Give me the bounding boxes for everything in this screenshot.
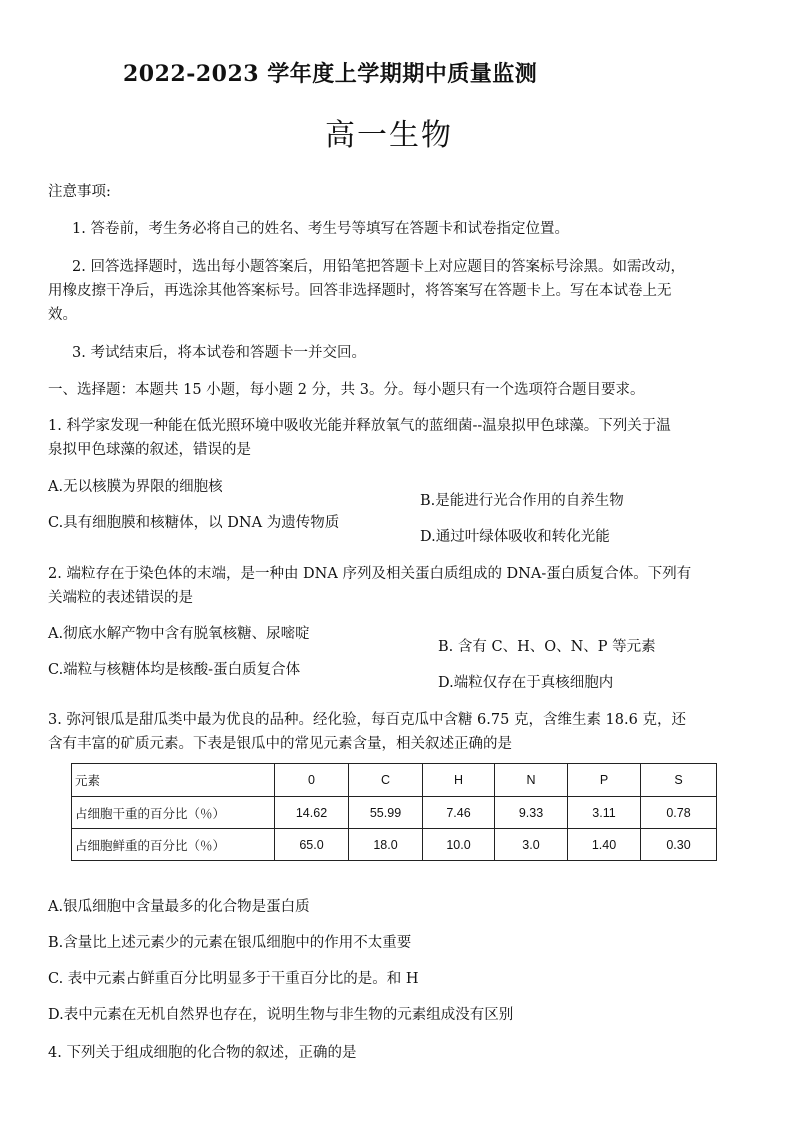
table-row-label: 占细胞干重的百分比（％） <box>72 797 275 829</box>
table-header-cell: S <box>641 764 717 797</box>
table-header-cell: C <box>349 764 423 797</box>
table-cell: 3.11 <box>568 797 641 829</box>
q1-stem-line-2: 泉拟甲色球藻的叙述，错误的是 <box>48 442 251 458</box>
table-cell: 55.99 <box>349 797 423 829</box>
element-content-table <box>71 763 717 861</box>
exam-title: 2022-2023 学年度上学期期中质量监测 <box>123 61 538 87</box>
q2-stem-line-2: 关端粒的表述错误的是 <box>48 590 193 606</box>
q3-option-c: C. 表中元素占鲜重百分比明显多于干重百分比的是。和 H <box>48 971 419 987</box>
notice-item-2-line-2: 用橡皮擦干净后，再选涂其他答案标号。回答非选择题时，将答案写在答题卡上。写在本试卷上无 <box>48 283 672 299</box>
table-cell: 14.62 <box>275 797 349 829</box>
q3-option-d: D.表中元素在无机自然界也存在，说明生物与非生物的元素组成没有区别 <box>48 1007 514 1023</box>
notice-item-3: 3. 考试结束后，将本试卷和答题卡一并交回。 <box>72 345 366 361</box>
table-header-cell: N <box>495 764 568 797</box>
table-header-row <box>72 764 717 797</box>
section-heading: 一、选择题：本题共 15 小题，每小题 2 分，共 3。分。每小题只有一个选项符合题目要求。 <box>48 382 645 398</box>
notice-item-2-line-3: 效。 <box>48 307 77 323</box>
q2-option-b: B. 含有 C、H、O、N、P 等元素 <box>438 639 656 655</box>
q3-stem-line-2: 含有丰富的矿质元素。下表是银瓜中的常见元素含量，相关叙述正确的是 <box>48 736 512 752</box>
subject-title: 高一生物 <box>325 119 453 152</box>
table-header-cell: P <box>568 764 641 797</box>
table-cell: 7.46 <box>423 797 495 829</box>
table-row <box>72 829 717 861</box>
table-cell: 65.0 <box>275 829 349 861</box>
q2-option-a: A.彻底水解产物中含有脱氧核糖、尿嘧啶 <box>48 626 310 642</box>
q3-option-b: B.含量比上述元素少的元素在银瓜细胞中的作用不太重要 <box>48 935 412 951</box>
table-cell: 9.33 <box>495 797 568 829</box>
table-row <box>72 797 717 829</box>
table-header-cell: 0 <box>275 764 349 797</box>
q2-stem-line-1: 2. 端粒存在于染色体的末端，是一种由 DNA 序列及相关蛋白质组成的 DNA-蛋白质复合体。下列有 <box>48 566 692 582</box>
table-cell: 18.0 <box>349 829 423 861</box>
notice-item-2-line-1: 2. 回答选择题时，选出每小题答案后，用铅笔把答题卡上对应题目的答案标号涂黑。如需改动， <box>72 259 685 275</box>
table-row-label: 占细胞鲜重的百分比（％） <box>72 829 275 861</box>
q1-option-a: A.无以核膜为界限的细胞核 <box>48 479 223 495</box>
table-cell: 3.0 <box>495 829 568 861</box>
q2-option-c: C.端粒与核糖体均是核酸-蛋白质复合体 <box>48 662 301 678</box>
q1-option-d: D.通过叶绿体吸收和转化光能 <box>420 529 610 545</box>
table-cell: 0.30 <box>641 829 717 861</box>
q2-option-d: D.端粒仅存在于真核细胞内 <box>438 675 614 691</box>
q3-option-a: A.银瓜细胞中含量最多的化合物是蛋白质 <box>48 899 310 915</box>
table-header-cell: 元素 <box>72 764 275 797</box>
q4-stem: 4. 下列关于组成细胞的化合物的叙述，正确的是 <box>48 1045 357 1061</box>
notice-item-1: 1. 答卷前，考生务必将自己的姓名、考生号等填写在答题卡和试卷指定位置。 <box>72 221 569 237</box>
q1-option-b: B.是能进行光合作用的自养生物 <box>420 493 624 509</box>
q3-stem-line-1: 3. 弥河银瓜是甜瓜类中最为优良的品种。经化验，每百克瓜中含糖 6.75 克，含维生素 18.6 克，还 <box>48 712 686 728</box>
table-cell: 0.78 <box>641 797 717 829</box>
table-header-cell: H <box>423 764 495 797</box>
q1-option-c: C.具有细胞膜和核糖体，以 DNA 为遗传物质 <box>48 515 340 531</box>
q1-stem-line-1: 1. 科学家发现一种能在低光照环境中吸收光能并释放氧气的蓝细菌--温泉拟甲色球藻。下列关于温 <box>48 418 671 434</box>
notice-heading: 注意事项: <box>48 184 111 200</box>
table-cell: 1.40 <box>568 829 641 861</box>
table-cell: 10.0 <box>423 829 495 861</box>
